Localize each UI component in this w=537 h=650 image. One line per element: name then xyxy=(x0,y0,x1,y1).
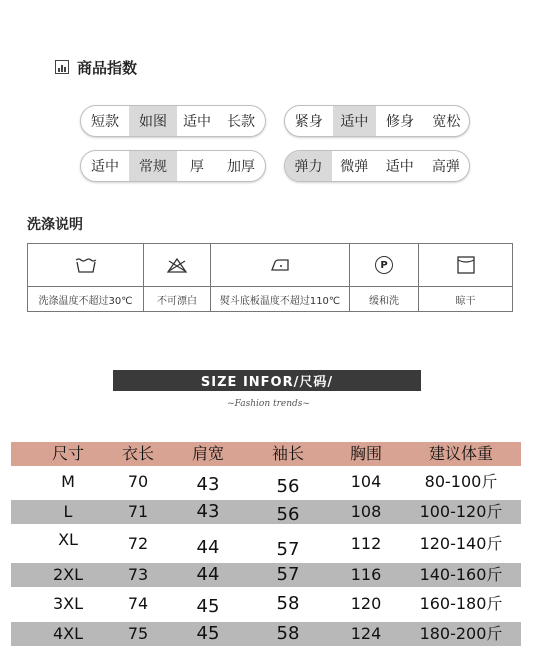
table-row xyxy=(11,622,521,646)
table-row xyxy=(11,470,521,497)
shoulder-cell: 45 xyxy=(196,596,220,617)
index-option: 适中 xyxy=(385,159,414,175)
sleeve-cell: 58 xyxy=(276,623,300,644)
weight-cell: 100-120斤 xyxy=(419,502,503,521)
column-header: 尺寸 xyxy=(51,444,84,463)
size-cell: XL xyxy=(58,530,78,549)
wash-instructions-table xyxy=(27,243,513,312)
sleeve-cell: 57 xyxy=(276,539,300,560)
tumble-dry-icon xyxy=(456,255,476,275)
size-info-banner: SIZE INFOR/尺码/ xyxy=(113,370,421,391)
thickness-index-group xyxy=(80,150,266,182)
index-option-selected: 适中 xyxy=(333,106,377,136)
size-cell: L xyxy=(63,502,73,521)
chest-cell: 112 xyxy=(350,534,382,553)
chest-cell: 104 xyxy=(350,472,382,491)
size-cell: 3XL xyxy=(52,594,84,613)
table-row xyxy=(11,592,521,616)
index-option: 微弹 xyxy=(340,159,369,175)
wash-instructions-title: 洗涤说明 xyxy=(27,217,83,233)
wash-item xyxy=(144,244,211,311)
index-option: 厚 xyxy=(190,159,204,175)
table-row xyxy=(11,500,521,524)
column-header: 胸围 xyxy=(349,444,382,463)
column-header: 建议体重 xyxy=(428,444,493,463)
column-header: 肩宽 xyxy=(191,444,224,463)
size-cell: 4XL xyxy=(52,624,84,643)
sleeve-cell: 57 xyxy=(276,564,300,585)
shoulder-cell: 44 xyxy=(196,564,220,585)
shoulder-cell: 43 xyxy=(196,501,220,522)
fashion-trends-subtitle: ~Fashion trends~ xyxy=(227,399,310,409)
index-option-selected: 如图 xyxy=(129,106,177,136)
weight-cell: 140-160斤 xyxy=(419,565,503,584)
weight-cell: 180-200斤 xyxy=(419,624,503,643)
size-cell: 2XL xyxy=(52,565,84,584)
length-cell: 72 xyxy=(127,534,149,553)
wash-item-text: 洗涤温度不超过30℃ xyxy=(38,295,133,307)
shoulder-cell: 43 xyxy=(196,474,220,495)
length-cell: 71 xyxy=(127,502,149,521)
sleeve-cell: 58 xyxy=(276,593,300,614)
index-option: 加厚 xyxy=(227,159,255,175)
weight-cell: 160-180斤 xyxy=(419,594,503,613)
wash-item xyxy=(28,244,144,311)
length-cell: 75 xyxy=(127,624,149,643)
index-option: 长款 xyxy=(227,114,255,130)
wash-item-text: 不可漂白 xyxy=(157,295,197,307)
sleeve-cell: 56 xyxy=(276,476,300,497)
wash-item-text: 晾干 xyxy=(455,295,476,307)
size-cell: M xyxy=(61,472,75,491)
index-option: 适中 xyxy=(91,159,119,175)
bar-chart-icon xyxy=(55,60,69,74)
table-row xyxy=(11,563,521,587)
weight-cell: 120-140斤 xyxy=(419,534,503,553)
index-option-selected: 常规 xyxy=(129,151,177,181)
index-option: 高弹 xyxy=(431,159,460,175)
elasticity-index-group xyxy=(284,150,470,182)
sleeve-cell: 56 xyxy=(276,504,300,525)
chest-cell: 108 xyxy=(350,502,382,521)
product-index-title: 商品指数 xyxy=(77,58,138,77)
index-option-selected: 弹力 xyxy=(285,151,332,181)
dry-clean-p-icon: P xyxy=(375,256,393,274)
column-header: 袖长 xyxy=(271,444,304,463)
index-option: 紧身 xyxy=(294,114,323,130)
index-option: 修身 xyxy=(385,114,414,130)
wash-item xyxy=(350,244,419,311)
index-option: 短款 xyxy=(91,114,119,130)
table-row xyxy=(11,530,521,560)
wash-basin-icon xyxy=(75,256,97,274)
chest-cell: 124 xyxy=(350,624,382,643)
size-table-header xyxy=(11,442,521,466)
wash-item xyxy=(419,244,512,311)
chest-cell: 116 xyxy=(350,565,382,584)
product-index-heading xyxy=(55,55,137,79)
length-cell: 70 xyxy=(127,472,149,491)
length-index-group xyxy=(80,105,266,137)
wash-item-text: 缓和洗 xyxy=(369,295,399,307)
shoulder-cell: 45 xyxy=(196,623,220,644)
length-cell: 73 xyxy=(127,565,149,584)
no-bleach-icon xyxy=(166,256,188,274)
length-cell: 74 xyxy=(127,594,149,613)
wash-item-text: 熨斗底板温度不超过110℃ xyxy=(219,295,341,307)
column-header: 衣长 xyxy=(121,444,154,463)
iron-icon xyxy=(269,257,291,273)
chest-cell: 120 xyxy=(350,594,382,613)
weight-cell: 80-100斤 xyxy=(424,472,498,491)
index-option: 宽松 xyxy=(432,114,461,130)
fit-index-group xyxy=(284,105,470,137)
index-option: 适中 xyxy=(183,114,211,130)
wash-item xyxy=(211,244,350,311)
shoulder-cell: 44 xyxy=(196,537,220,558)
